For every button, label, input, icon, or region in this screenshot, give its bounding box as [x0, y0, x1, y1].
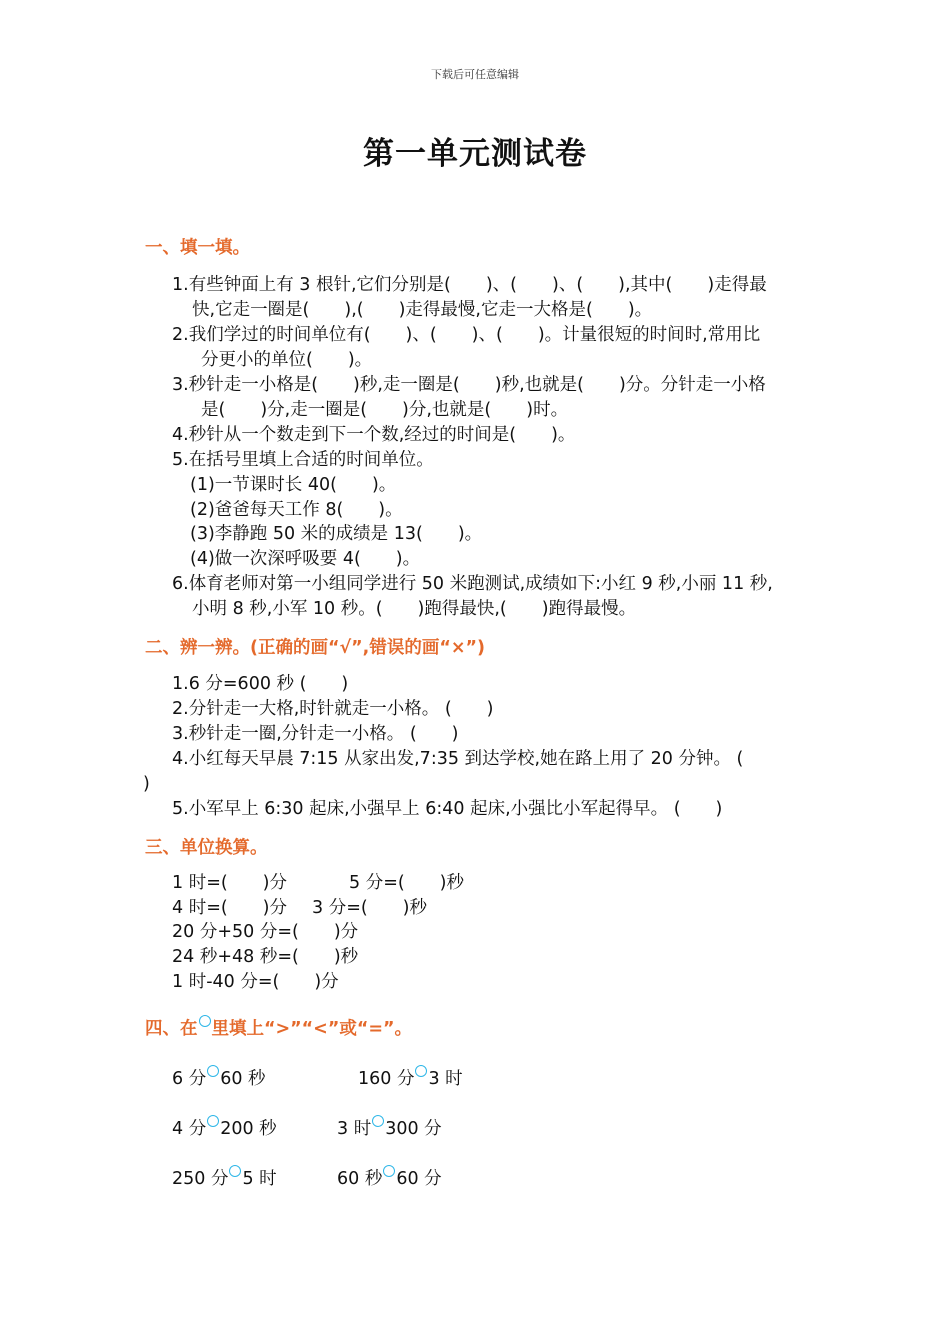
- s4-item-2: [358, 1065, 463, 1092]
- compare-circle-icon: [199, 1015, 211, 1027]
- s4-item-5-right: 5 时: [242, 1169, 277, 1189]
- section4-heading-pre: 四、在: [145, 1019, 198, 1039]
- section3-heading: 三、单位换算。: [145, 838, 268, 858]
- section1-heading: 一、填一填。: [145, 238, 250, 258]
- s1-line-11: (3)李静跑 50 米的成绩是 13( )。: [190, 524, 483, 544]
- s2-line-4: 4.小红每天早晨 7:15 从家出发,7:35 到达学校,她在路上用了 20 分钟。 (: [172, 749, 744, 769]
- s1-line-9: (1)一节课时长 40( )。: [190, 475, 397, 495]
- s4-item-1-left: 6 分: [172, 1069, 207, 1089]
- compare-circle-icon[interactable]: [207, 1115, 219, 1127]
- s3-row5: 1 时-40 分=( )分: [172, 972, 339, 992]
- s1-line-10: (2)爸爸每天工作 8( )。: [190, 500, 403, 520]
- compare-circle-icon[interactable]: [372, 1115, 384, 1127]
- s2-line-1: 1.6 分=600 秒 ( ): [172, 674, 349, 694]
- s1-line-8: 5.在括号里填上合适的时间单位。: [172, 450, 434, 470]
- s1-line-7: 4.秒针从一个数走到下一个数,经过的时间是( )。: [172, 425, 576, 445]
- s2-line-3: 3.秒针走一圈,分针走一小格。 ( ): [172, 724, 459, 744]
- s2-line-2: 2.分针走一大格,时针就走一小格。 ( ): [172, 699, 494, 719]
- s1-line-12: (4)做一次深呼吸要 4( )。: [190, 549, 421, 569]
- s2-line-4-wrap: ): [143, 774, 150, 794]
- s4-item-4: [337, 1115, 442, 1142]
- s4-item-1-right: 60 秒: [220, 1069, 266, 1089]
- s3-row1-a: 1 时=( )分: [172, 873, 288, 893]
- s4-item-2-left: 160 分: [358, 1069, 415, 1089]
- s3-row2-a: 4 时=( )分: [172, 898, 288, 918]
- s1-line-4: 分更小的单位( )。: [201, 350, 373, 370]
- s3-row4: 24 秒+48 秒=( )秒: [172, 947, 359, 967]
- compare-circle-icon[interactable]: [207, 1065, 219, 1077]
- section2-heading: 二、辨一辨。(正确的画“√”,错误的画“×”): [145, 638, 485, 658]
- s4-item-3-right: 200 秒: [220, 1119, 277, 1139]
- s1-line-5: 3.秒针走一小格是( )秒,走一圈是( )秒,也就是( )分。分针走一小格: [172, 375, 766, 395]
- compare-circle-icon[interactable]: [415, 1065, 427, 1077]
- s3-row3: 20 分+50 分=( )分: [172, 922, 359, 942]
- s1-line-3: 2.我们学过的时间单位有( )、( )、( )。计量很短的时间时,常用比: [172, 325, 761, 345]
- s4-item-6: [337, 1165, 442, 1192]
- s4-item-1: [172, 1065, 266, 1092]
- s4-item-6-right: 60 分: [396, 1169, 442, 1189]
- header-note: 下载后可任意编辑: [431, 68, 519, 81]
- s4-item-2-right: 3 时: [428, 1069, 463, 1089]
- s1-line-6: 是( )分,走一圈是( )分,也就是( )时。: [201, 400, 569, 420]
- s4-item-5-left: 250 分: [172, 1169, 229, 1189]
- s1-line-13: 6.体育老师对第一小组同学进行 50 米跑测试,成绩如下:小红 9 秒,小丽 11 秒,: [172, 574, 773, 594]
- compare-circle-icon[interactable]: [383, 1165, 395, 1177]
- s1-line-14: 小明 8 秒,小军 10 秒。( )跑得最快,( )跑得最慢。: [192, 599, 637, 619]
- s1-line-1: 1.有些钟面上有 3 根针,它们分别是( )、( )、( ),其中( )走得最: [172, 275, 767, 295]
- s4-item-4-right: 300 分: [385, 1119, 442, 1139]
- s4-item-4-left: 3 时: [337, 1119, 372, 1139]
- s1-line-2: 快,它走一圈是( ),( )走得最慢,它走一大格是( )。: [192, 300, 653, 320]
- s4-item-5: [172, 1165, 277, 1192]
- compare-circle-icon[interactable]: [229, 1165, 241, 1177]
- s3-row2-b: 3 分=( )秒: [312, 898, 428, 918]
- section4-heading-post: 里填上“>”“<”或“=”。: [211, 1019, 412, 1039]
- s2-line-5: 5.小军早上 6:30 起床,小强早上 6:40 起床,小强比小军起得早。 ( ): [172, 799, 723, 819]
- page-title: 第一单元测试卷: [363, 136, 587, 172]
- s3-row1-b: 5 分=( )秒: [349, 873, 465, 893]
- s4-item-3-left: 4 分: [172, 1119, 207, 1139]
- s4-item-6-left: 60 秒: [337, 1169, 383, 1189]
- section4-heading: [145, 1015, 412, 1042]
- s4-item-3: [172, 1115, 277, 1142]
